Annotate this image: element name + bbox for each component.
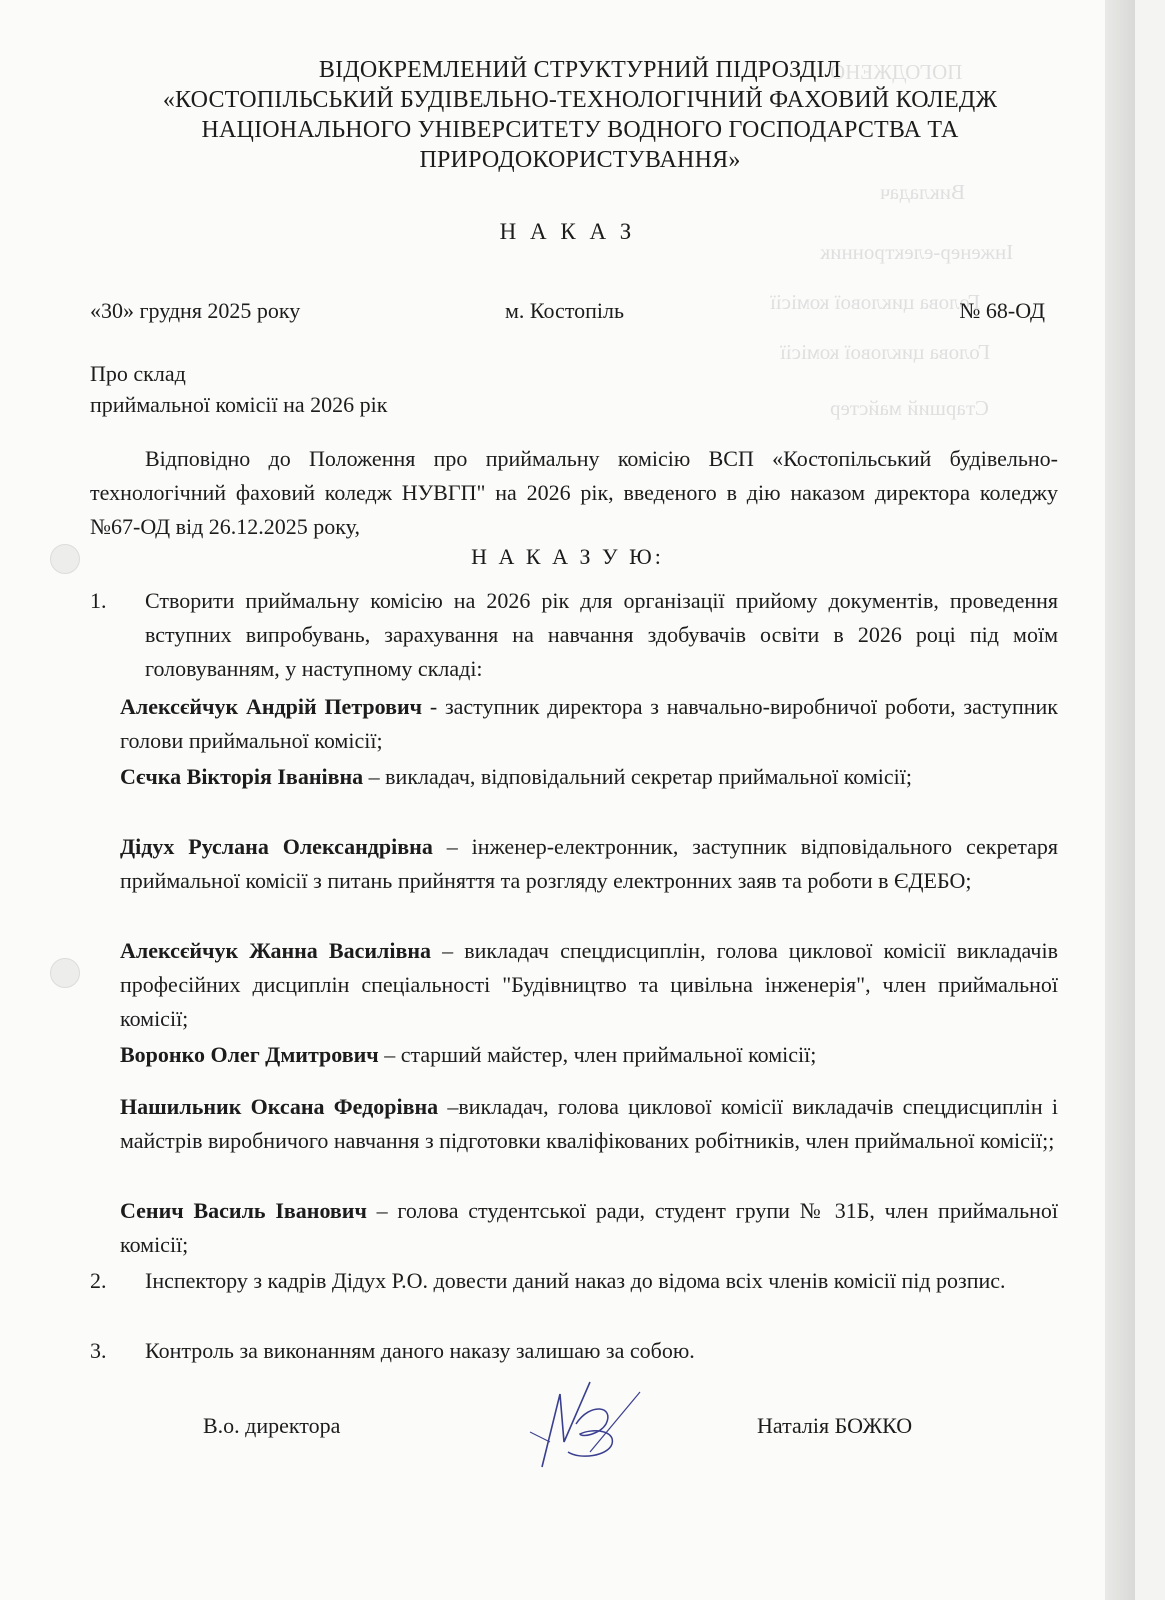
commission-member xyxy=(120,760,1058,794)
org-line: ПРИРОДОКОРИСТУВАННЯ» xyxy=(419,147,741,173)
subject-line: Про склад xyxy=(90,361,186,386)
item-number: 1. xyxy=(90,588,107,613)
member-name: Алексєйчук Андрій Петрович xyxy=(120,694,423,719)
signatory-name: Наталія БОЖКО xyxy=(757,1413,913,1438)
punch-hole xyxy=(50,958,80,988)
member-name: Воронко Олег Дмитрович xyxy=(120,1042,379,1067)
commission-member xyxy=(120,830,1058,898)
order-item xyxy=(90,1264,1058,1298)
member-role: – голова студентської ради, студент групи № 31Б, член приймальної комісії; xyxy=(120,1198,1058,1257)
member-name: Сенич Василь Іванович xyxy=(120,1198,367,1223)
order-subject xyxy=(90,358,387,420)
item-number: 2. xyxy=(90,1268,107,1293)
member-name: Сєчка Вікторія Іванівна xyxy=(120,764,364,789)
handwritten-signature xyxy=(520,1372,650,1472)
bleed-through-text: Інженер-електронник xyxy=(820,240,1014,264)
org-line: ВІДОКРЕМЛЕНИЙ СТРУКТУРНИЙ ПІДРОЗДІЛ xyxy=(318,57,842,83)
item-number: 3. xyxy=(90,1338,107,1363)
member-name: Алексєйчук Жанна Василівна xyxy=(120,938,432,963)
commission-member xyxy=(120,1038,1058,1072)
item-text: Створити приймальну комісію на 2026 рік для організації прийому документів, проведення вступних випробувань, зарахування на навчання здобувачів освіти в 2026 році під моїм головуванням, у наступному складі: xyxy=(145,588,1058,681)
order-city: м. Костопіль xyxy=(505,298,625,323)
bleed-through-text: Старший майстер xyxy=(830,396,989,420)
preamble-paragraph: Відповідно до Положення про приймальну комісію ВСП «Костопільський будівельно-технологічний фаховий коледж НУВГП" на 2026 рік, введеного в дію наказом директора коледжу №67-ОД від 26.12.2025 року, xyxy=(90,446,1058,539)
order-item xyxy=(90,584,1058,686)
bleed-through-text: Голова циклової комісії xyxy=(780,340,991,364)
bleed-through-text: Викладач xyxy=(880,180,965,204)
signatory-position: В.о. директора xyxy=(203,1413,341,1438)
organization-header xyxy=(80,55,1080,175)
bleed-through-text: ПОГОДЖЕНО xyxy=(830,60,963,84)
member-role: – інженер-електронник, заступник відповідального секретаря приймальної комісії з питань прийняття та розгляду електронних заяв та роботи в ЄДЕБО; xyxy=(120,834,1059,893)
subject-line: приймальної комісії на 2026 рік xyxy=(90,392,388,417)
item-text: Контроль за виконанням даного наказу залишаю за собою. xyxy=(145,1338,695,1363)
member-role: –викладач, голова циклової комісії викладачів спецдисциплін і майстрів виробничого навчання з підготовки кваліфікованих робітників, член приймальної комісії;; xyxy=(120,1094,1059,1153)
org-line: НАЦІОНАЛЬНОГО УНІВЕРСИТЕТУ ВОДНОГО ГОСПОДАРСТВА ТА xyxy=(201,117,959,143)
commission-member xyxy=(120,690,1058,758)
member-role: – старший майстер, член приймальної комісії; xyxy=(378,1042,817,1067)
item-text: Інспектору з кадрів Дідух Р.О. довести даний наказ до відома всіх членів комісії під розпис. xyxy=(145,1268,1006,1293)
commission-member xyxy=(120,1194,1058,1262)
member-name: Дідух Руслана Олександрівна xyxy=(120,834,433,859)
order-number: № 68-ОД xyxy=(959,298,1045,323)
commission-member xyxy=(120,1090,1058,1158)
member-role: - заступник директора з навчально-виробничої роботи, заступник голови приймальної комісії; xyxy=(120,694,1058,753)
order-date: «30» грудня 2025 року xyxy=(90,298,301,323)
member-name: Нашильник Оксана Федорівна xyxy=(120,1094,439,1119)
order-directive: Н А К А З У Ю: xyxy=(471,544,664,569)
document-title: Н А К А З xyxy=(499,219,636,244)
order-item xyxy=(90,1334,1058,1368)
document-meta xyxy=(90,298,1045,328)
member-role: – викладач спецдисциплін, голова циклової комісії викладачів професійних дисциплін спеціальності "Будівництво та цивільна інженерія", член приймальної комісії; xyxy=(120,938,1058,1031)
bleed-through-text: Голова циклової комісії xyxy=(770,290,981,314)
org-line: «КОСТОПІЛЬСЬКИЙ БУДІВЕЛЬНО-ТЕХНОЛОГІЧНИЙ ФАХОВИЙ КОЛЕДЖ xyxy=(162,87,998,113)
commission-member xyxy=(120,934,1058,1036)
member-role: – викладач, відповідальний секретар приймальної комісії; xyxy=(363,764,912,789)
